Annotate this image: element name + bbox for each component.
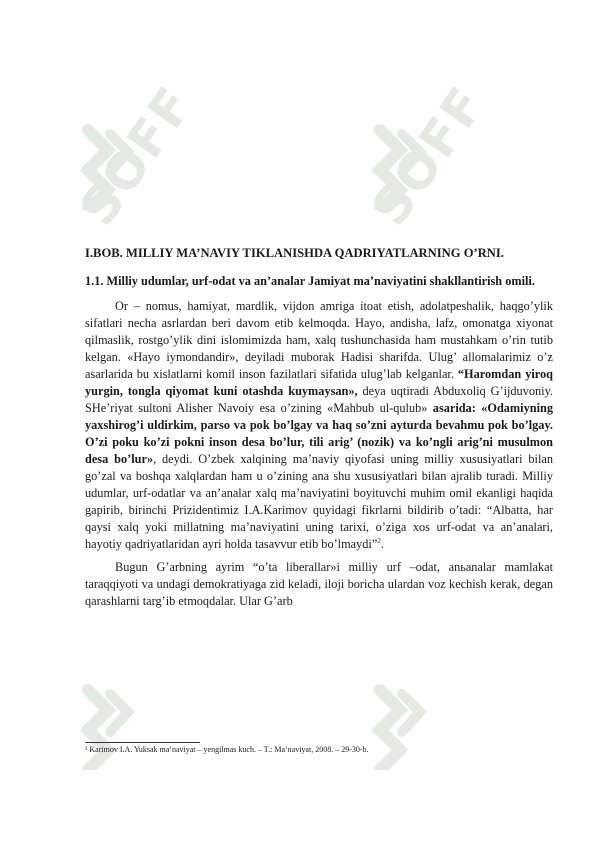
quote-gijduvoniy: “Haromdan yiroq yurgin, tongla qiyomat kuni otashda kuymaysan», <box>85 367 553 398</box>
watermark-logo-icon <box>370 680 430 770</box>
footnote-divider <box>85 742 200 743</box>
section-heading: 1.1. Milliy udumlar, urf-odat va an’analar Jamiyat ma’naviyatini shakllantirish omili. <box>85 274 535 288</box>
chapter-heading: I.BOB. MILLIY MA’NAVIY TIKLANISHDA QADRIYATLARNING O’RNI. <box>85 246 504 260</box>
paragraph-1-text-c: , deydi. O’zbek xalqining ma’naviy qiyofasi uning milliy xususiyatlari bilan go’zal va boshqa xalqlardan ham u o’zining ana shu xususiyatlari bilan ajralib turadi. Milliy udumlar, urf-odatlar va an’analar xalq ma’naviyatini boyituvchi muhim omil ekanligi haqida gapirib, birinchi Prizidentimiz I.A.Karimov quyidagi fikrlarni bildirib o’tadi: “Albatta, har qaysi xalq yoki millatning ma’naviyatini uning tarixi, o’ziga xos urf-odat va an’analari, hayotiy qadriyatlaridan ayri holda tasavvur etib bo’lmaydi” <box>85 452 553 551</box>
quote-navoiy: asarida: «Odamiyning yaxshirog’i uldirkim, parso va pok bo’lgay va haq so’zni ayturda bevahmu pok bo’lgay. O’zi poku ko’zi pokni inson desa bo’lur, tili arig’ (nozik) va ko’ngli arig’ni musulmon desa bo’lur» <box>85 401 553 466</box>
watermark-text: SOFF <box>68 75 205 237</box>
footnote: ² Karimov I.A. Yuksak ma’naviyat – yengilmas kuch. – T.: Ma’naviyat, 2008. – 29-30-b. <box>85 745 369 754</box>
watermark-logo-icon <box>78 680 138 770</box>
watermark-bottom-left <box>78 640 278 840</box>
paragraph-2: Bugun G’arbning ayrim “o’ta liberallar»i milliy urf –odat, anьanalar mamlakat taraqqiyoti va undagi demokratiyaga zid keladi, iloji boricha ulardan voz kechish kerak, degan qarashlarni targ’ib etmoqdalar. Ular G’arb <box>85 560 553 608</box>
page-body <box>85 244 553 616</box>
paragraph-1-text-d: . <box>380 537 384 551</box>
watermark-logo-icon <box>78 120 138 210</box>
paragraph-1-text-a: Or – nomus, hamiyat, mardlik, vijdon amriga itoat etish, adolatpeshalik, haqgo’ylik sifatlari necha asrlardan beri davom etib kelmoqda. Hayo, andisha, lafz, omonatga xiyonat qilmaslik, rostgo’ylik dini islomimizda ham, xalq tushunchasida ham mustahkam o’rin tutib kelgan. «Hayo iymondandir», deyiladi muborak Hadisi sharifda. Ulug’ allomalarimiz o’z asarlarida bu xislatlarni komil inson fazilatlari sifatida ulug’lab kelganlar. <box>85 299 553 381</box>
paragraph-1-text-b: deya uqtiradi Abduxoliq G’ijduvoniy. SHe’riyat sultoni Alisher Navoiy esa o’zining «Mahbub ul-qulub» <box>85 384 553 415</box>
footnote-ref: 2 <box>377 536 381 545</box>
paragraph-1 <box>85 298 553 553</box>
watermark-text: SOFF <box>360 75 497 237</box>
watermark-logo-icon <box>370 120 430 210</box>
watermark-bottom-right <box>370 640 570 840</box>
